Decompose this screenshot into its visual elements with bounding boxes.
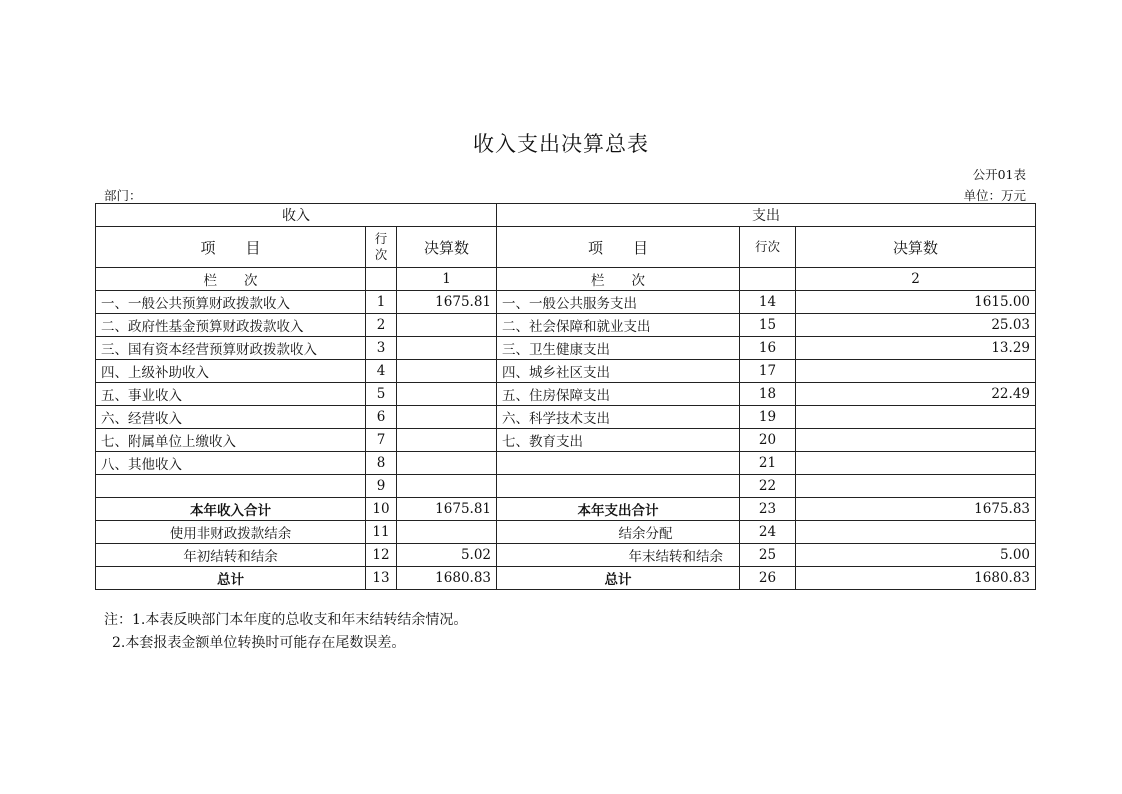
income-item-cell: 二、政府性基金预算财政拨款收入: [96, 314, 366, 337]
income-amount-cell: [397, 429, 497, 452]
income-line-no-cell: 3: [366, 337, 397, 360]
income-line-no-cell: 6: [366, 406, 397, 429]
income-line-no-cell: 1: [366, 291, 397, 314]
income-lanci-blank: [366, 268, 397, 291]
expense-line-no-cell: 26: [740, 567, 796, 590]
income-section-header: 收入: [96, 204, 497, 227]
expense-line-no-cell: 22: [740, 475, 796, 498]
income-line-no-cell: 9: [366, 475, 397, 498]
table-row: [96, 452, 1036, 475]
expense-line-no-cell: 25: [740, 544, 796, 567]
expense-lanci-label: 栏 次: [497, 268, 740, 291]
income-item-cell: 本年收入合计: [96, 498, 366, 521]
income-line-no-cell: 5: [366, 383, 397, 406]
table-row: [96, 406, 1036, 429]
expense-amount-cell: 1675.83: [796, 498, 1036, 521]
expense-amount-header: 决算数: [796, 227, 1036, 268]
income-amount-header: 决算数: [397, 227, 497, 268]
unit-label: 单位：万元: [963, 188, 1026, 203]
income-line-no-cell: 4: [366, 360, 397, 383]
expense-item-cell: 一、一般公共服务支出: [497, 291, 740, 314]
table-row: [96, 475, 1036, 498]
expense-section-header: 支出: [497, 204, 1036, 227]
income-amount-cell: [397, 314, 497, 337]
income-amount-cell: [397, 360, 497, 383]
subtotal-row: [96, 498, 1036, 521]
expense-amount-cell: 1615.00: [796, 291, 1036, 314]
income-amount-cell: [397, 337, 497, 360]
adjust-row: [96, 544, 1036, 567]
expense-line-no-cell: 16: [740, 337, 796, 360]
expense-line-no-cell: 21: [740, 452, 796, 475]
expense-amount-cell: 25.03: [796, 314, 1036, 337]
expense-item-cell: [497, 475, 740, 498]
expense-lanci-blank: [740, 268, 796, 291]
income-amount-cell: 5.02: [397, 544, 497, 567]
expense-item-cell: 结余分配: [497, 521, 740, 544]
expense-item-cell: 总计: [497, 567, 740, 590]
expense-line-no-cell: 18: [740, 383, 796, 406]
expense-line-no-cell: 15: [740, 314, 796, 337]
income-line-no-cell: 10: [366, 498, 397, 521]
table-row: [96, 337, 1036, 360]
income-lanci-label: 栏 次: [96, 268, 366, 291]
table-row: [96, 383, 1036, 406]
table-row: [96, 314, 1036, 337]
total-row: [96, 567, 1036, 590]
income-line-no-cell: 13: [366, 567, 397, 590]
expense-line-no-cell: 24: [740, 521, 796, 544]
income-item-cell: 八、其他收入: [96, 452, 366, 475]
income-item-cell: [96, 475, 366, 498]
expense-line-no-cell: 14: [740, 291, 796, 314]
section-header-row: [96, 204, 1036, 227]
income-item-cell: 四、上级补助收入: [96, 360, 366, 383]
expense-amount-cell: [796, 406, 1036, 429]
adjust-row: [96, 521, 1036, 544]
expense-line-no-cell: 19: [740, 406, 796, 429]
expense-item-cell: 年末结转和结余: [497, 544, 740, 567]
income-item-header: 项 目: [96, 227, 366, 268]
expense-item-cell: 六、科学技术支出: [497, 406, 740, 429]
income-item-cell: 七、附属单位上缴收入: [96, 429, 366, 452]
income-amount-cell: [397, 521, 497, 544]
note-1: 注：1.本表反映部门本年度的总收支和年末结转结余情况。: [104, 612, 468, 628]
expense-line-no-cell: 17: [740, 360, 796, 383]
expense-amount-cell: 13.29: [796, 337, 1036, 360]
expense-item-cell: 四、城乡社区支出: [497, 360, 740, 383]
expense-line-no-header: 行次: [740, 227, 796, 268]
expense-amount-cell: [796, 521, 1036, 544]
expense-item-header: 项 目: [497, 227, 740, 268]
income-item-cell: 一、一般公共预算财政拨款收入: [96, 291, 366, 314]
income-amount-cell: [397, 406, 497, 429]
income-amount-cell: [397, 383, 497, 406]
expense-item-cell: 本年支出合计: [497, 498, 740, 521]
income-item-cell: 使用非财政拨款结余: [96, 521, 366, 544]
income-amount-cell: 1675.81: [397, 498, 497, 521]
income-line-no-cell: 12: [366, 544, 397, 567]
column-number-row: [96, 268, 1036, 291]
page-title: 收入支出决算总表: [473, 132, 649, 156]
expense-amount-cell: [796, 475, 1036, 498]
income-item-cell: 总计: [96, 567, 366, 590]
income-line-no-cell: 7: [366, 429, 397, 452]
expense-amount-cell: [796, 452, 1036, 475]
expense-amount-cell: [796, 360, 1036, 383]
income-line-no-cell: 8: [366, 452, 397, 475]
income-item-cell: 三、国有资本经营预算财政拨款收入: [96, 337, 366, 360]
table-row: [96, 360, 1036, 383]
income-item-cell: 年初结转和结余: [96, 544, 366, 567]
income-amount-cell: [397, 475, 497, 498]
expense-item-cell: 五、住房保障支出: [497, 383, 740, 406]
expense-item-cell: [497, 452, 740, 475]
income-amount-cell: 1680.83: [397, 567, 497, 590]
table-row: [96, 429, 1036, 452]
income-expense-table: [95, 203, 1036, 590]
expense-item-cell: 三、卫生健康支出: [497, 337, 740, 360]
note-2: 2.本套报表金额单位转换时可能存在尾数误差。: [112, 635, 406, 651]
expense-amount-cell: [796, 429, 1036, 452]
income-amount-cell: [397, 452, 497, 475]
income-col-number: 1: [397, 268, 497, 291]
income-line-no-cell: 11: [366, 521, 397, 544]
expense-amount-cell: 1680.83: [796, 567, 1036, 590]
income-item-cell: 五、事业收入: [96, 383, 366, 406]
expense-line-no-cell: 20: [740, 429, 796, 452]
expense-col-number: 2: [796, 268, 1036, 291]
expense-amount-cell: 22.49: [796, 383, 1036, 406]
income-item-cell: 六、经营收入: [96, 406, 366, 429]
income-line-no-header: 行 次: [366, 227, 397, 268]
department-label: 部门：: [104, 188, 142, 203]
form-code: 公开01表: [972, 167, 1026, 182]
income-amount-cell: 1675.81: [397, 291, 497, 314]
expense-line-no-cell: 23: [740, 498, 796, 521]
expense-item-cell: 二、社会保障和就业支出: [497, 314, 740, 337]
expense-item-cell: 七、教育支出: [497, 429, 740, 452]
expense-amount-cell: 5.00: [796, 544, 1036, 567]
table-row: [96, 291, 1036, 314]
income-line-no-cell: 2: [366, 314, 397, 337]
table-notes: [104, 609, 467, 655]
column-header-row: [96, 227, 1036, 268]
